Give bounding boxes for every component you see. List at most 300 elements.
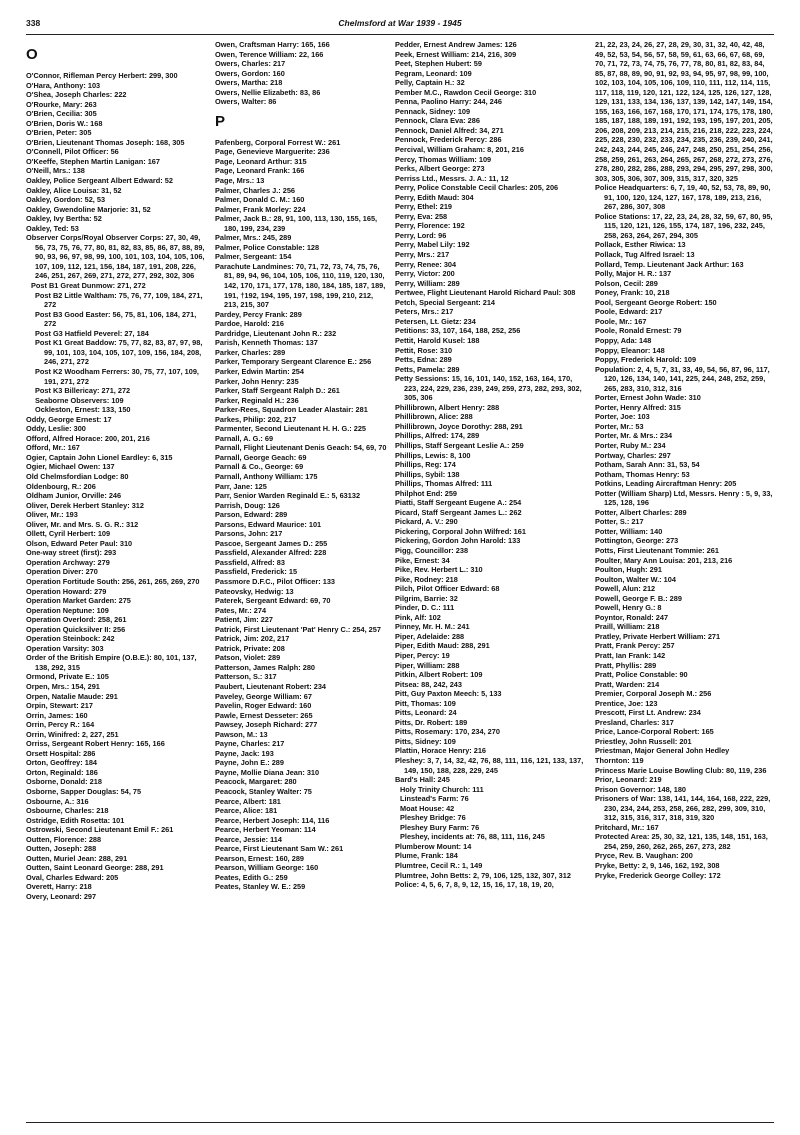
index-entry: Pickering, Corporal John Wilfred: 161 (395, 526, 526, 536)
index-entry: Patrick, Jim: 202, 217 (215, 634, 290, 644)
index-entry: O'Rourke, Mary: 263 (26, 99, 97, 109)
index-entry: Porter, Joe: 103 (595, 412, 650, 422)
index-entry: Phillips, Lewis: 8, 100 (395, 450, 471, 460)
index-entry: Paterek, Sergeant Edward: 69, 70 (215, 596, 331, 606)
index-entry: O'Neill, Mrs.: 138 (26, 166, 85, 176)
index-entry: Osbourne, A.: 316 (26, 796, 89, 806)
index-entry: Poppy, Frederick Harold: 109 (595, 355, 697, 365)
index-entry: Pennock, Daniel Alfred: 34, 271 (395, 125, 504, 135)
index-entry: Orpen, Natalie Maude: 291 (26, 691, 118, 701)
index-entry: Pratt, Phyllis: 289 (595, 660, 657, 670)
index-entry: Page, Mrs.: 13 (215, 176, 265, 186)
index-column-4 (591, 40, 774, 1118)
index-entry: Oakley, Gwendoline Marjorie: 31, 52 (26, 204, 151, 214)
index-entry: Piper, Percy: 19 (395, 651, 450, 660)
index-entry: Pitts, Sidney: 109 (395, 736, 456, 746)
index-entry: Petersen, Lt. Gietz: 234 (395, 316, 476, 326)
index-entry: Prior, Leonard: 219 (595, 775, 662, 785)
index-entry: Operation Fortitude South: 256, 261, 265, 269, 270 (26, 576, 200, 586)
index-entry: Perry, William: 289 (395, 278, 460, 288)
index-entry: Observer Corps/Royal Observer Corps: 27, 30, 49, 56, 73, 75, 76, 77, 80, 81, 82, 83, 85, 86, 87, 88, 89, 90, 93, 96, 97, 98, 99, 100, 101, 103, 104, 105, 106, 107, 109, 112, 121, 156, 184, 187, 191, 208, 226, 246, 251, 267, 269, 271, 272, 277, 292, 302, 306 (26, 233, 205, 281)
index-entry: Pink, Alf: 102 (395, 612, 441, 622)
index-entry: Piper, Edith Maud: 288, 291 (395, 641, 490, 651)
index-entry: Prentice, Joe: 123 (595, 698, 658, 708)
index-letter-heading: P (215, 112, 226, 130)
index-entry: Pinney, Mr. H. M.: 241 (395, 622, 470, 632)
index-entry: Passfield, Alexander Alfred: 228 (215, 548, 327, 558)
index-entry: Osborne, Donald: 218 (26, 777, 102, 787)
index-entry: Pardey, Percy Frank: 289 (215, 309, 302, 319)
index-entry: Palmer, Frank Morley: 224 (215, 204, 306, 214)
index-entry: Pearce, First Lieutenant Sam W.: 261 (215, 844, 344, 854)
index-entry: Overy, Leonard: 297 (26, 892, 97, 902)
index-entry: Olson, Edward Peter Paul: 310 (26, 538, 133, 548)
index-entry: Phillips, Alfred: 174, 289 (395, 431, 480, 441)
index-entry: Pennock, Frederick Percy: 286 (395, 135, 502, 145)
index-entry: Police Headquarters: 6, 7, 19, 40, 52, 53, 78, 89, 90, 91, 100, 120, 124, 127, 167, 178, 189, 213, 216, 267, 286, 307, 308 (595, 183, 771, 212)
index-entry: Passfield, Alfred: 83 (215, 557, 285, 567)
index-entry: Operation Howard: 279 (26, 586, 107, 596)
index-entry: Ogier, Captain John Lionel Eardley: 6, 315 (26, 452, 173, 462)
index-entry: Pratt, Police Constable: 90 (595, 670, 688, 680)
index-entry: Plattin, Horace Henry: 216 (395, 746, 487, 756)
index-entry: O'Shea, Joseph Charles: 222 (26, 90, 127, 100)
index-entry: Poole, Edward: 217 (595, 307, 663, 317)
index-entry: Offord, Alfred Horace: 200, 201, 216 (26, 433, 150, 443)
index-entry: Poulter, Mary Ann Louisa: 201, 213, 216 (595, 555, 733, 565)
index-entry: Poole, Ronald Ernest: 79 (595, 326, 682, 336)
index-entry: Peters, Mrs.: 217 (395, 307, 454, 317)
index-entry: Pawson, M.: 13 (215, 729, 268, 739)
index-entry: Pearce, Herbert Yeoman: 114 (215, 825, 316, 835)
index-entry: Operation Overlord: 258, 261 (26, 615, 127, 625)
index-entry: Offord, Mr.: 167 (26, 443, 80, 453)
index-entry: Powell, Henry G.: 8 (595, 603, 662, 613)
index-entry: Pollack, Esther Riwica: 13 (595, 240, 686, 250)
index-entry: O'Keeffe, Stephen Martin Lanigan: 167 (26, 156, 160, 166)
index-entry: O'Brien, Cecilia: 305 (26, 109, 97, 119)
index-entry: Poppy, Ada: 148 (595, 335, 652, 345)
index-entry: Pilch, Pilot Officer Edward: 68 (395, 584, 500, 594)
index-subentry: Post K1 Great Baddow: 75, 77, 82, 83, 87, 97, 98, 99, 101, 103, 104, 105, 107, 109, 156, 184, 208, 246, 271, 272 (35, 338, 203, 367)
index-entry: Pegram, Leonard: 109 (395, 68, 472, 78)
index-entry: Powell, Alun: 212 (595, 584, 656, 594)
index-entry: Pearce, Jessie: 114 (215, 834, 282, 844)
index-entry: Osbourne, Charles: 218 (26, 806, 109, 816)
index-entry: Pawle, Ernest Desseter: 265 (215, 710, 313, 720)
index-column-2 (211, 40, 391, 1118)
index-entry: Pitts, Leonard: 24 (395, 708, 457, 718)
index-entry: Plumberow Mount: 14 (395, 841, 472, 851)
index-entry: Poole, Mr.: 167 (595, 316, 647, 326)
index-entry: Paubert, Lieutenant Robert: 234 (215, 682, 326, 691)
index-entry: 21, 22, 23, 24, 26, 27, 28, 29, 30, 31, 32, 40, 42, 48, 49, 52, 53, 54, 56, 57, 58, 59, 61, 63, 66, 67, 68, 69, 70, 71, 72, 73, 74, 75, 76, 77, 78, 80, 81, 82, 83, 84, 85, 87, 88, 89, 90, 91, 92, 93, 94, 95, 97, 98, 99, 100, 102, 103, 104, 105, 106, 109, 110, 111, 112, 114, 115, 117, 118, 119, 120, 121, 122, 124, 125, 126, 127, 128, 129, 131, 133, 134, 136, 137, 139, 142, 147, 149, 154, 155, 163, 166, 167, 168, 170, 171, 174, 175, 178, 180, 185, 187, 188, 189, 191, 192, 193, 195, 197, 201, 205, 206, 208, 209, 213, 214, 215, 216, 218, 222, 223, 224, 225, 228, 230, 232, 233, 234, 235, 236, 239, 240, 241, 242, 243, 244, 245, 246, 247, 248, 250, 251, 254, 256, 258, 259, 261, 263, 264, 265, 267, 268, 272, 273, 276, 278, 280, 282, 286, 288, 293, 294, 295, 297, 298, 300, 303, 305, 306, 307, 309, 315, 317, 320, 325 (595, 40, 773, 183)
index-entry: Phillips, Sybil: 138 (395, 469, 460, 479)
index-entry: Poyntor, Ronald: 247 (595, 612, 669, 622)
index-entry: Perry, Eva: 258 (395, 211, 448, 221)
index-entry: Phillibrown, Albert Henry: 288 (395, 402, 500, 412)
index-entry: Parsons, John: 217 (215, 529, 283, 539)
index-entry: Peet, Stephen Hubert: 59 (395, 59, 482, 69)
index-entry: Plume, Frank: 184 (395, 851, 458, 861)
index-columns (26, 40, 774, 1118)
index-entry: Plumtree, Cecil R.: 1, 149 (395, 861, 483, 871)
page-header (26, 18, 774, 32)
index-entry: Praill, William: 218 (595, 622, 660, 632)
index-entry: Parnall, George Geach: 69 (215, 452, 307, 462)
index-entry: Pollard, Temp. Lieutenant Jack Arthur: 163 (595, 259, 744, 269)
index-entry: Petch, Special Sergeant: 214 (395, 297, 496, 307)
index-entry: Palmer, Donald C. M.: 160 (215, 195, 305, 205)
index-entry: Parker, John Henry: 235 (215, 376, 299, 386)
index-entry: Perks, Albert George: 273 (395, 164, 485, 174)
index-entry: Piper, William: 288 (395, 660, 460, 670)
index-entry: Oakley, Ted: 53 (26, 223, 79, 233)
index-entry: Powell, George F. B.: 289 (595, 593, 682, 603)
index-entry: Peacock, Margaret: 280 (215, 777, 297, 787)
index-entry: Perry, Mabel Lily: 192 (395, 240, 470, 250)
index-entry: Ormond, Private E.: 105 (26, 672, 109, 682)
index-entry: Pearson, William George: 160 (215, 863, 319, 873)
index-entry: Perry, Renee: 304 (395, 259, 457, 269)
index-entry: Porter, Henry Alfred: 315 (595, 402, 681, 412)
index-entry: Peek, Ernest William: 214, 216, 309 (395, 49, 517, 59)
index-entry: Oakley, Gordon: 52, 53 (26, 195, 106, 205)
index-entry: Operation Quicksilver II: 256 (26, 624, 126, 634)
index-entry: Pateovsky, Hedwig: 13 (215, 586, 294, 596)
index-entry: Picard, Staff Sergeant James L.: 262 (395, 507, 522, 517)
index-entry: Pitsea: 88, 242, 243 (395, 679, 462, 689)
index-entry: Parrish, Doug: 126 (215, 500, 280, 510)
index-entry: Owers, Charles: 217 (215, 59, 286, 69)
index-entry: Percy, Thomas William: 109 (395, 154, 492, 164)
index-entry: Page, Leonard Frank: 166 (215, 166, 305, 176)
index-entry: Petts, Pamela: 289 (395, 364, 460, 374)
index-entry: Polly, Major H. R.: 137 (595, 269, 672, 279)
index-entry: Owers, Walter: 86 (215, 97, 277, 107)
index-entry: Parkes, Philip: 202, 217 (215, 414, 297, 424)
index-entry: Parker, Charles: 289 (215, 347, 286, 357)
index-entry: Palmer, Police Constable: 128 (215, 242, 320, 252)
index-entry: Owen, Terence William: 22, 166 (215, 49, 324, 59)
index-entry: Perry, Florence: 192 (395, 221, 465, 231)
index-entry: Premier, Corporal Joseph M.: 256 (595, 689, 712, 699)
index-entry: Poulton, Hugh: 291 (595, 565, 662, 575)
index-entry: Oldenbourg, R.: 206 (26, 481, 96, 491)
index-entry: Thornton: 119 (595, 756, 644, 766)
index-entry: Pratt, Ian Frank: 142 (595, 651, 666, 660)
index-subentry: Ockleston, Ernest: 133, 150 (35, 405, 131, 415)
index-entry: Patrick, First Lieutenant 'Pat' Henry C.: 254, 257 (215, 624, 381, 634)
index-entry: Perry, Ethel: 219 (395, 202, 453, 212)
index-entry: Pertwee, Flight Lieutenant Harold Richard Paul: 308 (395, 288, 576, 298)
index-entry: O'Hara, Anthony: 103 (26, 80, 101, 90)
index-entry: Potham, Thomas Henry: 53 (595, 469, 690, 479)
index-entry: O'Connor, Rifleman Percy Herbert: 299, 300 (26, 71, 178, 80)
index-entry: Pawsey, Joseph Richard: 277 (215, 720, 318, 730)
index-entry: Pritchard, Mr.: 167 (595, 822, 659, 832)
index-entry: Porter, Mr. & Mrs.: 234 (595, 431, 673, 441)
index-entry: Pavelin, Roger Edward: 160 (215, 701, 312, 711)
index-entry: Prison Governor: 148, 180 (595, 784, 687, 794)
index-entry: Pratt, Warden: 214 (595, 679, 660, 689)
index-subentry: Post B3 Good Easter: 56, 75, 81, 106, 184, 271, 272 (35, 309, 197, 329)
index-entry: Pratley, Private Herbert William: 271 (595, 631, 721, 641)
index-entry: Pike, Ernest: 34 (395, 555, 450, 565)
index-entry: Population: 2, 4, 5, 7, 31, 33, 49, 54, 56, 87, 96, 117, 120, 126, 134, 140, 141, 225, 244, 248, 252, 259, 265, 283, 310, 312, 316 (595, 364, 770, 393)
index-entry: Osborne, Sapper Douglas: 54, 75 (26, 787, 142, 797)
index-entry: Potter, S.: 217 (595, 517, 644, 527)
index-subentry: Post K3 Billericay: 271, 272 (35, 386, 131, 396)
index-entry: Protected Area: 25, 30, 32, 121, 135, 148, 151, 163, 254, 259, 260, 262, 265, 267, 273, 282 (595, 832, 768, 851)
index-entry: Polson, Cecil: 289 (595, 278, 658, 288)
index-entry: Overett, Harry: 218 (26, 882, 92, 892)
index-entry: Parnall, A. G.: 69 (215, 433, 274, 443)
index-entry: Parker, Reginald H.: 236 (215, 395, 299, 405)
index-entry: Parish, Kenneth Thomas: 137 (215, 338, 318, 348)
index-entry: Old Chelmsfordian Lodge: 80 (26, 471, 129, 481)
index-entry: Pember M.C., Rawdon Cecil George: 310 (395, 87, 537, 97)
index-entry: Princess Marie Louise Bowling Club: 80, 119, 236 (595, 765, 767, 775)
index-entry: Paveley, George William: 67 (215, 691, 312, 701)
index-entry: Priestman, Major General John Hedley (595, 746, 730, 756)
index-entry: Pitts, Dr. Robert: 189 (395, 717, 468, 727)
index-subentry: Seaborne Observers: 109 (35, 395, 124, 405)
index-entry: Orton, Reginald: 186 (26, 767, 98, 777)
index-entry: Pryke, Betty: 2, 9, 146, 162, 192, 308 (595, 861, 720, 871)
index-entry: Peates, Edith G.: 259 (215, 872, 288, 882)
index-entry: Palmer, Mrs.: 245, 289 (215, 233, 292, 243)
index-entry: Potter (William Sharp) Ltd, Messrs. Henry : 5, 9, 33, 125, 128, 196 (595, 488, 773, 508)
index-entry: Perry, Lord: 96 (395, 230, 447, 240)
index-entry: Phillips, Reg: 174 (395, 460, 456, 470)
index-entry: Pike, Rev. Herbert L.: 310 (395, 565, 483, 575)
index-entry: Potham, Sarah Ann: 31, 53, 54 (595, 460, 700, 470)
index-entry: Orpen, Mrs.: 154, 291 (26, 682, 100, 691)
index-entry: Plumtree, John Betts: 2, 79, 106, 125, 132, 307, 312 (395, 870, 571, 880)
index-entry: Oliver, Derek Herbert Stanley: 312 (26, 500, 144, 510)
index-entry: Parmenter, Second Lieutenant H. H. G.: 225 (215, 424, 366, 434)
index-entry: Ogier, Michael Owen: 137 (26, 462, 115, 472)
index-entry: Priestley, John Russell: 201 (595, 736, 692, 746)
index-entry: Phillibrown, Joyce Dorothy: 288, 291 (395, 421, 523, 431)
index-entry: Passmore D.F.C., Pilot Officer: 133 (215, 576, 335, 586)
index-entry: Peates, Stanley W. E.: 259 (215, 882, 306, 892)
index-entry: Payne, Jack: 193 (215, 748, 274, 758)
index-entry: Payne, Mollie Diana Jean: 310 (215, 767, 320, 777)
index-subentry: Post G3 Hatfield Peverel: 27, 184 (35, 328, 149, 338)
index-entry: Owers, Martha: 218 (215, 78, 283, 88)
index-subentry: Post B2 Little Waltham: 75, 76, 77, 109, 184, 271, 272 (35, 290, 203, 310)
index-entry: Parker, Temporary Sergeant Clarence E.: 256 (215, 357, 372, 367)
index-subentry: Post K2 Woodham Ferrers: 30, 75, 77, 107, 109, 191, 271, 272 (35, 366, 199, 386)
index-entry: Potter, William: 140 (595, 526, 663, 536)
index-entry: Ostridge, Edith Rosetta: 101 (26, 815, 125, 825)
index-entry: Prisoners of War: 138, 141, 144, 164, 168, 222, 229, 230, 234, 244, 253, 258, 266, 282, 299, 309, 310, 312, 315, 316, 317, 318, 319, 320 (595, 794, 771, 823)
index-entry: Patterson, S.: 317 (215, 672, 277, 682)
index-entry: Orrin, James: 160 (26, 710, 88, 720)
index-entry: Patson, Violet: 289 (215, 653, 281, 663)
index-entry: Petts, Edna: 289 (395, 355, 452, 365)
index-subentry: Linstead's Farm: 76 (400, 794, 469, 804)
index-entry: Pardridge, Lieutenant John R.: 232 (215, 328, 337, 338)
index-entry: Perry, Mrs.: 217 (395, 250, 450, 260)
index-entry: Operation Steinbock: 242 (26, 634, 115, 644)
index-entry: Orriss, Sergeant Robert Henry: 165, 166 (26, 739, 165, 749)
index-entry: Pitt, Thomas: 109 (395, 698, 456, 708)
index-entry: Pleshey: 3, 7, 14, 32, 42, 76, 88, 111, 116, 121, 133, 137, 149, 150, 188, 228, 229, 245 (395, 756, 584, 775)
index-entry: Patient, Jim: 227 (215, 615, 273, 625)
index-entry: Perry, Victor: 200 (395, 269, 455, 279)
index-entry: Oliver, Mr. and Mrs. S. G. R.: 312 (26, 519, 139, 529)
index-entry: Oakley, Alice Louisa: 31, 52 (26, 185, 122, 195)
index-entry: Orton, Geoffrey: 184 (26, 758, 98, 768)
running-title: Chelmsford at War 1939 - 1945 (338, 18, 462, 28)
index-entry: Pottington, George: 273 (595, 536, 679, 546)
index-entry: Page, Genevieve Marguerite: 236 (215, 147, 330, 157)
index-entry: Passfield, Frederick: 15 (215, 567, 298, 577)
index-entry: Piper, Adelaide: 288 (395, 631, 465, 641)
index-entry: Potkins, Leading Aircraftman Henry: 205 (595, 479, 737, 489)
index-entry: Pool, Sergeant George Robert: 150 (595, 297, 717, 307)
index-entry: Oakley, Police Sergeant Albert Edward: 52 (26, 176, 173, 186)
index-entry: Potts, First Lieutenant Tommie: 261 (595, 545, 719, 555)
index-entry: Palmer, Jack B.: 28, 91, 100, 113, 130, 155, 165, 180, 199, 234, 239 (215, 214, 378, 233)
index-entry: Pryce, Rev. B. Vaughan: 200 (595, 851, 693, 861)
index-subentry: Pleshey Bury Farm: 76 (400, 822, 480, 832)
index-entry: Parnall & Co., George: 69 (215, 462, 304, 472)
index-entry: Orrin, Percy R.: 164 (26, 720, 95, 730)
index-entry: Parnall, Anthony William: 175 (215, 471, 318, 481)
index-entry: Pigg, Councillor: 238 (395, 545, 469, 555)
index-entry: Outten, Joseph: 288 (26, 844, 97, 854)
index-entry: Orpin, Stewart: 217 (26, 701, 93, 711)
index-entry: Pitts, Rosemary: 170, 234, 270 (395, 727, 500, 737)
index-entry: Poppy, Eleanor: 148 (595, 345, 665, 355)
index-entry: Operation Archway: 279 (26, 557, 110, 567)
index-entry: Parsons, Edward Maurice: 101 (215, 519, 322, 529)
index-entry: Pates, Mr.: 274 (215, 605, 267, 615)
index-entry: Phillips, Thomas Alfred: 111 (395, 479, 493, 489)
index-entry: Petitions: 33, 107, 164, 188, 252, 256 (395, 326, 521, 336)
page-number: 338 (26, 18, 41, 28)
index-entry: Parr, Senior Warden Reginald E.: 5, 63132 (215, 491, 361, 501)
index-entry: Orrin, Winifred: 2, 227, 251 (26, 729, 119, 739)
index-entry: Bard's Hall: 245 (395, 775, 450, 785)
index-entry: Outten, Saint Leonard George: 288, 291 (26, 863, 164, 873)
index-entry: Page, Leonard Arthur: 315 (215, 156, 307, 166)
index-subentry: Moat House: 42 (400, 803, 455, 813)
index-entry: Oval, Charles Edward: 205 (26, 872, 119, 882)
index-entry: Perriss Ltd., Messrs. J. A.: 11, 12 (395, 173, 509, 183)
index-entry: O'Brien, Peter: 305 (26, 128, 92, 138)
index-entry: Pardoe, Harold: 216 (215, 319, 284, 329)
index-entry: Perry, Police Constable Cecil Charles: 205, 206 (395, 183, 559, 193)
header-rule (26, 34, 774, 35)
index-entry: Potter, Albert Charles: 289 (595, 507, 687, 517)
index-entry: Police Stations: 17, 22, 23, 24, 28, 32, 59, 67, 80, 95, 115, 120, 121, 126, 155, 174, 187, 196, 232, 245, 258, 263, 264, 267, 294, 305 (595, 211, 773, 240)
index-entry: Ollett, Cyril Herbert: 109 (26, 529, 111, 539)
index-entry: Pickering, Gordon John Harold: 133 (395, 536, 521, 546)
index-entry: Oddy, George Ernest: 17 (26, 414, 112, 424)
index-entry: Pennack, Sidney: 109 (395, 106, 471, 116)
index-entry: Pennock, Clara Eva: 286 (395, 116, 480, 126)
index-entry: Perry, Edith Maud: 304 (395, 192, 474, 202)
index-entry: Porter, Mr.: 53 (595, 421, 644, 431)
index-entry: Pascoe, Sergeant James D.: 255 (215, 538, 328, 548)
index-entry: Pratt, Frank Percy: 257 (595, 641, 675, 651)
index-entry: Operation Market Garden: 275 (26, 596, 131, 606)
index-entry: Pettit, Harold Kusel: 188 (395, 335, 480, 345)
index-entry: Price, Lance-Corporal Robert: 165 (595, 727, 714, 737)
index-entry: Oldham Junior, Orville: 246 (26, 491, 122, 501)
index-entry: Outten, Muriel Jean: 288, 291 (26, 853, 128, 863)
index-entry: Poney, Frank: 10, 218 (595, 288, 670, 298)
index-entry: Parson, Edward: 289 (215, 510, 288, 520)
index-entry: Percival, William Graham: 8, 201, 216 (395, 145, 524, 155)
index-subentry: Pleshey, incidents at: 76, 88, 111, 116, 245 (400, 832, 545, 842)
index-column-1 (26, 40, 211, 1118)
index-entry: Pearce, Herbert Joseph: 114, 116 (215, 815, 330, 825)
index-entry: Pollack, Tug Alfred Israel: 13 (595, 250, 695, 260)
index-entry: Parker, Staff Sergeant Ralph D.: 261 (215, 386, 340, 396)
index-entry: Pelly, Captain H.: 32 (395, 78, 465, 88)
index-entry: Patrick, Private: 208 (215, 643, 285, 653)
index-entry: Outten, Florence: 288 (26, 834, 102, 844)
index-entry: Palmer, Sergeant: 154 (215, 252, 292, 262)
index-entry: Phillips, Staff Sergeant Leslie A.: 259 (395, 440, 524, 450)
index-entry: Pilgrim, Barrie: 32 (395, 593, 458, 603)
index-entry: Pearce, Alice: 181 (215, 806, 278, 816)
index-letter-heading: O (26, 46, 38, 63)
index-entry: Pryke, Frederick George Colley: 172 (595, 870, 721, 880)
index-entry: Poulton, Walter W.: 104 (595, 574, 676, 584)
index-entry: Presland, Charles: 317 (595, 717, 674, 727)
index-entry: Parker, Edwin Martin: 254 (215, 366, 304, 376)
index-entry: Operation Neptune: 109 (26, 605, 109, 615)
index-entry: Phillibrown, Alice: 288 (395, 412, 473, 422)
index-entry: Porter, Ernest John Wade: 310 (595, 393, 701, 403)
index-entry: Ostrowski, Second Lieutenant Emil F.: 261 (26, 825, 174, 835)
index-entry: Penna, Paolino Harry: 244, 246 (395, 97, 502, 107)
index-entry: Pinder, D. C.: 111 (395, 603, 455, 613)
index-entry: O'Connell, Pilot Officer: 56 (26, 147, 119, 157)
index-entry: Pitkin, Albert Robert: 109 (395, 670, 483, 680)
index-entry: Piatti, Staff Sergeant Eugene A.: 254 (395, 498, 522, 508)
index-entry: Parker-Rees, Squadron Leader Alastair: 281 (215, 405, 368, 415)
index-entry: Oliver, Mr.: 193 (26, 510, 78, 520)
index-entry: Patterson, James Ralph: 280 (215, 662, 315, 672)
index-entry: Philphot End: 259 (395, 488, 458, 498)
index-column-3 (391, 40, 591, 1118)
index-entry: Peacock, Stanley Walter: 75 (215, 787, 312, 797)
index-subentry: Pleshey Bridge: 76 (400, 813, 466, 823)
index-entry: Portway, Charles: 297 (595, 450, 671, 460)
index-entry: Porter, Ruby M.: 234 (595, 440, 666, 450)
index-entry: Pitt, Guy Paxton Meech: 5, 133 (395, 689, 502, 699)
index-entry: Pickard, A. V.: 290 (395, 517, 458, 527)
index-entry: One-way street (first): 293 (26, 548, 117, 558)
index-entry: Palmer, Charles J.: 256 (215, 185, 296, 195)
index-entry: Payne, Charles: 217 (215, 739, 285, 749)
index-subentry: Post B1 Great Dunmow: 271, 272 (31, 281, 146, 291)
index-entry: Pearson, Ernest: 160, 289 (215, 853, 304, 863)
index-entry: Owers, Nellie Elizabeth: 83, 86 (215, 87, 321, 97)
footer-rule (26, 1122, 774, 1123)
index-entry: Operation Diver: 270 (26, 567, 98, 577)
index-entry: Parnall, Flight Lieutenant Denis Geach: 54, 69, 70 (215, 443, 387, 453)
index-entry: O'Brien, Doris W.: 168 (26, 118, 103, 128)
